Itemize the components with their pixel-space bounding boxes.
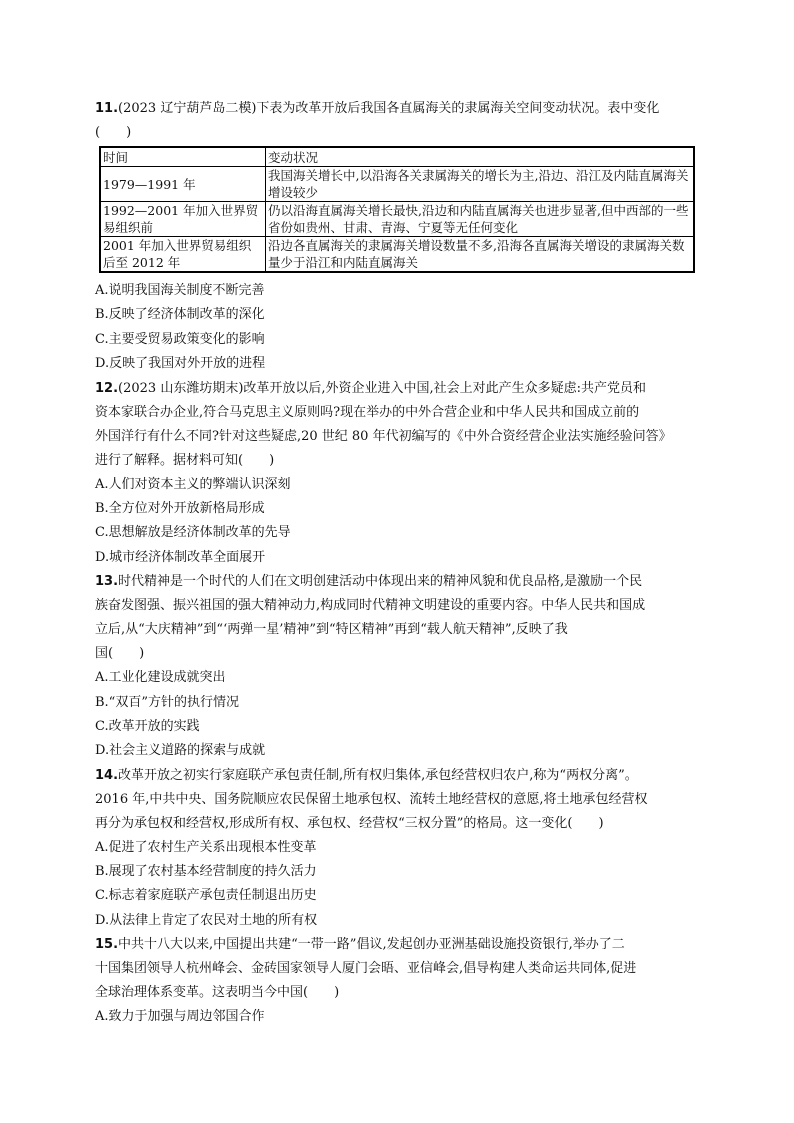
option-a[interactable]: A.说明我国海关制度不断完善 (95, 283, 265, 298)
option-c[interactable]: C.主要受贸易政策变化的影响 (95, 331, 265, 347)
question-stem: 十国集团领导人杭州峰会、金砖国家领导人厦门会晤、亚信峰会,倡导构建人类命运共同体,促进 (95, 961, 637, 977)
question-stem: 外国洋行有什么不同?针对这些疑虑,20 世纪 80 年代初编写的《中外合资经营企业法实施经验问答》 (95, 428, 672, 444)
question-13 (95, 570, 705, 764)
question-stem: 全球治理体系变革。这表明当今中国( ) (95, 985, 340, 1001)
question-stem: 中共十八大以来,中国提出共建“一带一路”倡议,发起创办亚洲基础设施投资银行,举办了二 (118, 937, 625, 953)
table-row (100, 167, 694, 202)
option-b[interactable]: B.展现了农村基本经营制度的持久活力 (95, 864, 317, 880)
question-stem: 时代精神是一个时代的人们在文明创建活动中体现出来的精神风貌和优良品格,是激励一个民 (118, 574, 643, 590)
question-number: 12. (95, 380, 119, 396)
option-b[interactable]: B.反映了经济体制改革的深化 (95, 307, 265, 323)
question-stem: (2023 山东潍坊期末)改革开放以后,外资企业进入中国,社会上对此产生众多疑虑:共产党员和 (118, 380, 647, 396)
customs-table (99, 146, 695, 273)
table-row (100, 202, 694, 237)
question-stem: (2023 辽宁葫芦岛二模)下表为改革开放后我国各直属海关的隶属海关空间变动状况。表中变化 (118, 101, 660, 116)
table-header-change: 变动状况 (266, 147, 695, 167)
table-cell-period: 1979—1991 年 (100, 167, 266, 202)
question-stem: 族奋发图强、振兴祖国的强大精神动力,构成同时代精神文明建设的重要内容。中华人民共和国成 (95, 598, 646, 614)
option-c[interactable]: C.改革开放的实践 (95, 718, 200, 734)
option-a[interactable]: A.致力于加强与周边邻国合作 (95, 1009, 265, 1025)
table-cell-desc: 仍以沿海直属海关增长最快,沿边和内陆直属海关也进步显著,但中西部的一些省份如贵州、甘肃、青海、宁夏等无任何变化 (266, 202, 695, 237)
question-15 (95, 933, 705, 1029)
question-stem: 改革开放之初实行家庭联产承包责任制,所有权归集体,承包经营权归农户,称为“两权分离”。 (118, 767, 638, 783)
question-stem: 再分为承包权和经营权,形成所有权、承包权、经营权“三权分置”的格局。这一变化( ) (95, 815, 604, 831)
option-d[interactable]: D.社会主义道路的探索与成就 (95, 743, 266, 759)
question-number: 13. (95, 574, 119, 590)
option-d[interactable]: D.反映了我国对外开放的进程 (95, 356, 266, 372)
question-stem: ( ) (95, 125, 132, 140)
question-14 (95, 764, 705, 934)
option-c[interactable]: C.思想解放是经济体制改革的先导 (95, 525, 291, 541)
table-cell-period: 2001 年加入世界贸易组织后至 2012 年 (100, 237, 266, 273)
option-a[interactable]: A.人们对资本主义的弊端认识深刻 (95, 476, 291, 492)
option-a[interactable]: A.促进了农村生产关系出现根本性变革 (95, 839, 317, 855)
option-c[interactable]: C.标志着家庭联产承包责任制退出历史 (95, 888, 317, 904)
table-row (100, 237, 694, 273)
table-header-time: 时间 (100, 147, 266, 167)
question-stem: 2016 年,中共中央、国务院顺应农民保留土地承包权、流转土地经营权的意愿,将土地承包经营权 (95, 791, 648, 807)
question-number: 15. (95, 937, 119, 953)
question-stem: 进行了解释。据材料可知( ) (95, 452, 275, 468)
option-b[interactable]: B.“双百”方针的执行情况 (95, 694, 239, 710)
question-11 (95, 97, 705, 377)
option-d[interactable]: D.城市经济体制改革全面展开 (95, 549, 266, 565)
question-stem: 立后,从“大庆精神”到“‘两弹一星’精神”到“特区精神”再到“载人航天精神”,反映了我 (95, 622, 568, 638)
question-stem: 国( ) (95, 646, 145, 662)
table-cell-desc: 我国海关增长中,以沿海各关隶属海关的增长为主,沿边、沿江及内陆直属海关增设较少 (266, 167, 695, 202)
question-12 (95, 377, 705, 571)
option-d[interactable]: D.从法律上肯定了农民对土地的所有权 (95, 912, 318, 928)
option-b[interactable]: B.全方位对外开放新格局形成 (95, 500, 265, 516)
question-stem: 资本家联合办企业,符合马克思主义原则吗?现在举办的中外合营企业和中华人民共和国成立前的 (95, 404, 640, 420)
question-number: 14. (95, 767, 119, 783)
exam-page (95, 97, 705, 1030)
table-cell-period: 1992—2001 年加入世界贸易组织前 (100, 202, 266, 237)
option-a[interactable]: A.工业化建设成就突出 (95, 670, 226, 686)
question-number: 11. (95, 101, 119, 116)
table-cell-desc: 沿边各直属海关的隶属海关增设数量不多,沿海各直属海关增设的隶属海关数量少于沿江和内陆直属海关 (266, 237, 695, 273)
